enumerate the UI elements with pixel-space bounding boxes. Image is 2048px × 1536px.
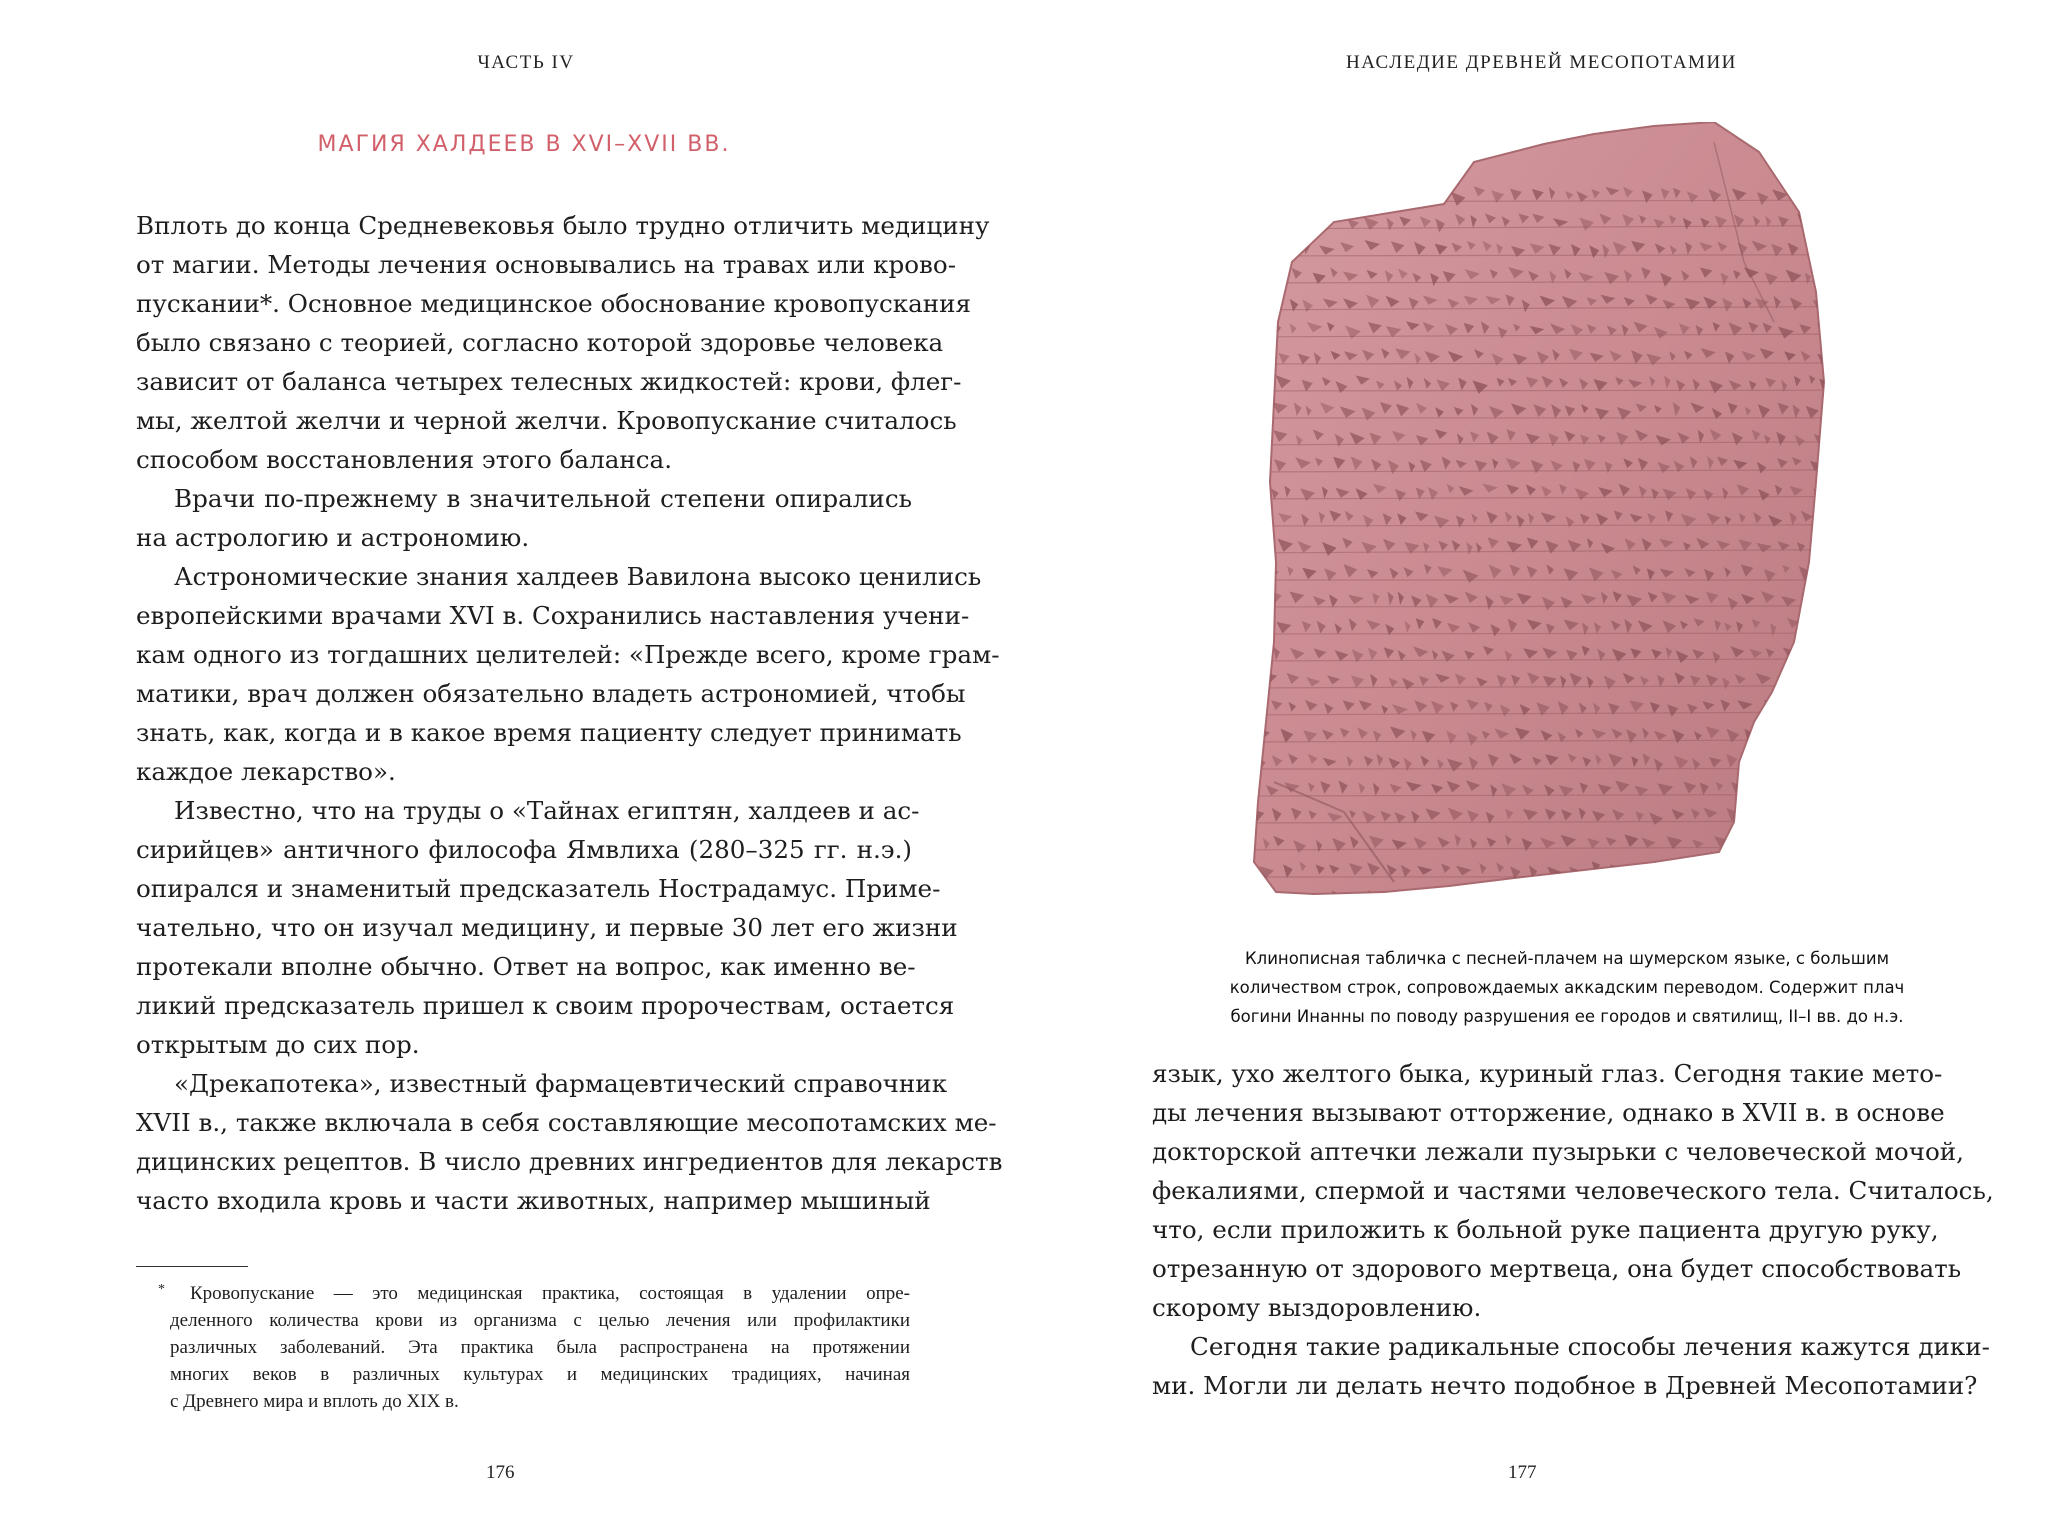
cuneiform-wedge <box>1584 889 1595 898</box>
cuneiform-wedge <box>1862 839 1871 848</box>
cuneiform-wedge <box>1859 242 1866 255</box>
cuneiform-wedge <box>1254 243 1262 253</box>
cuneiform-wedge <box>1853 515 1868 529</box>
cuneiform-wedge <box>1822 838 1836 850</box>
cuneiform-wedge <box>1801 836 1815 847</box>
cuneiform-wedge <box>1834 894 1841 905</box>
page-number-left: 176 <box>486 1462 515 1483</box>
cuneiform-wedge <box>1887 353 1897 365</box>
text-line: кам одного из тогдашних целителей: «Прежде всего, кроме грам- <box>136 640 1000 669</box>
cuneiform-wedge <box>1893 593 1905 606</box>
cuneiform-wedge <box>1883 677 1898 690</box>
figure-caption <box>1134 944 2000 1031</box>
running-head-right: НАСЛЕДИЕ ДРЕВНЕЙ МЕСОПОТАМИИ <box>1346 52 1737 73</box>
cuneiform-wedge <box>1264 348 1275 359</box>
cuneiform-wedge <box>1249 891 1263 904</box>
cuneiform-wedge <box>1826 866 1837 878</box>
caption-line: богини Инанны по поводу разрушения ее городов и святилищ, II–I вв. до н.э. <box>1230 1007 1904 1026</box>
cuneiform-wedge <box>1619 891 1632 902</box>
cuneiform-wedge <box>1887 514 1893 525</box>
text-line: матики, врач должен обязательно владеть астрономией, чтобы <box>136 679 966 708</box>
cuneiform-wedge <box>1782 782 1790 792</box>
text-line: скорому выздоровлению. <box>1152 1293 1482 1322</box>
cuneiform-wedge <box>1835 700 1849 711</box>
footnote-line: с Древнего мира и вплоть до XIX в. <box>170 1391 459 1412</box>
cuneiform-wedge <box>1888 485 1896 500</box>
section-title: МАГИЯ ХАЛДЕЕВ В XVI–XVII ВВ. <box>317 132 731 157</box>
cuneiform-wedge <box>1254 566 1260 578</box>
cuneiform-wedge <box>1812 784 1819 796</box>
cuneiform-wedge <box>1763 728 1777 741</box>
text-line: что, если приложить к больной руке пациента другую руку, <box>1152 1215 1939 1244</box>
cuneiform-wedge <box>1306 186 1314 201</box>
cuneiform-wedge <box>1266 295 1281 305</box>
cuneiform-wedge <box>1403 891 1414 903</box>
cuneiform-wedge <box>1843 863 1850 875</box>
cuneiform-wedge <box>1292 894 1302 905</box>
cuneiform-wedge <box>1872 459 1885 470</box>
cuneiform-wedge <box>1793 703 1803 714</box>
cuneiform-wedge <box>1821 513 1832 524</box>
cuneiform-wedge <box>1839 325 1846 338</box>
cuneiform-wedge <box>1888 890 1903 903</box>
cuneiform-wedge <box>1261 403 1268 415</box>
cuneiform-wedge <box>1757 888 1770 899</box>
cuneiform-wedge <box>1313 894 1324 904</box>
cuneiform-wedge <box>1788 812 1800 824</box>
cuneiform-wedge <box>1825 246 1838 258</box>
cuneiform-wedge <box>1824 624 1838 636</box>
cuneiform-wedge <box>1260 514 1271 528</box>
cuneiform-wedge <box>1816 893 1828 902</box>
cuneiform-wedge <box>1847 402 1855 413</box>
text-line: Астрономические знания халдеев Вавилона высоко ценились <box>174 562 982 591</box>
text-line: сирийцев» античного философа Ямвлиха (280–325 гг. н.э.) <box>136 835 912 864</box>
cuneiform-wedge <box>1419 892 1431 904</box>
cuneiform-wedge <box>1893 459 1900 468</box>
cuneiform-wedge <box>1856 271 1863 282</box>
cuneiform-wedge <box>1255 187 1262 198</box>
cuneiform-wedge <box>1354 191 1362 201</box>
cuneiform-wedge <box>1816 215 1825 228</box>
cuneiform-wedge <box>1814 272 1822 285</box>
cuneiform-wedge <box>1838 510 1845 519</box>
cuneiform-wedge <box>1878 542 1885 554</box>
cuneiform-wedge <box>1829 189 1837 198</box>
cuneiform-wedge <box>1851 297 1866 308</box>
cuneiform-wedge <box>1830 299 1843 309</box>
cuneiform-wedge <box>1753 867 1760 877</box>
text-line: открытым до сих пор. <box>136 1030 420 1059</box>
cuneiform-wedge <box>1881 780 1890 793</box>
cuneiform-wedge <box>1862 540 1869 551</box>
cuneiform-wedge <box>1877 511 1884 521</box>
cuneiform-wedge <box>1245 727 1252 738</box>
cuneiform-wedge <box>1736 835 1745 847</box>
footnote-marker: * <box>158 1282 165 1297</box>
cuneiform-wedge <box>1848 487 1861 498</box>
cuneiform-wedge <box>1372 191 1380 201</box>
cuneiform-wedge <box>1768 862 1779 871</box>
text-line: XVII в., также включала в себя составляющие месопотамских ме- <box>136 1108 997 1137</box>
cuneiform-wedge <box>1854 567 1868 579</box>
text-line: «Дрекапотека», известный фармацевтический справочник <box>174 1069 948 1098</box>
cuneiform-wedge <box>1248 269 1262 281</box>
cuneiform-wedge <box>1604 893 1611 903</box>
cuneiform-wedge <box>1831 218 1841 230</box>
cuneiform-wedge <box>1875 648 1882 660</box>
cuneiform-wedge <box>1672 865 1681 877</box>
text-line: отрезанную от здорового мертвеца, она будет способствовать <box>1152 1254 1962 1283</box>
cuneiform-wedge <box>1249 699 1260 710</box>
cuneiform-wedge <box>1837 811 1847 821</box>
cuneiform-wedge <box>1872 568 1884 579</box>
cuneiform-wedge <box>1244 241 1250 254</box>
text-line: докторской аптечки лежали пузырьки с человеческой мочой, <box>1152 1137 1964 1166</box>
cuneiform-wedge <box>1848 889 1860 902</box>
text-line: знать, как, когда и в какое время пациенту следует принимать <box>136 718 962 747</box>
cuneiform-wedge <box>1769 786 1777 795</box>
cuneiform-wedge <box>1253 298 1261 307</box>
cuneiform-wedge <box>1498 890 1510 900</box>
cuneiform-wedge <box>1843 242 1855 255</box>
cuneiform-wedge <box>1841 538 1854 550</box>
cuneiform-wedge <box>1764 700 1778 710</box>
cuneiform-wedge <box>1718 889 1727 901</box>
cuneiform-wedge <box>1833 431 1840 441</box>
cuneiform-wedge <box>1797 189 1808 203</box>
text-line: Вплоть до конца Средневековья было трудно отличить медицину <box>136 211 990 240</box>
cuneiform-wedge <box>1806 624 1816 634</box>
cuneiform-wedge <box>1287 215 1298 225</box>
cuneiform-wedge <box>1878 808 1888 820</box>
cuneiform-wedge <box>1288 187 1299 198</box>
cuneiform-wedge <box>1854 782 1863 793</box>
cuneiform-wedge <box>1751 785 1764 796</box>
footnote-line: деленного количества крови из организма с целью лечения или профилактики <box>170 1310 910 1331</box>
text-line: ми. Могли ли делать нечто подобное в Древней Месопотамии? <box>1152 1371 1978 1400</box>
cuneiform-wedge <box>1767 835 1782 848</box>
cuneiform-wedge <box>1252 539 1268 551</box>
text-line: европейскими врачами XVI в. Сохранились наставления учени- <box>136 601 970 630</box>
text-line: было связано с теорией, согласно которой здоровье человека <box>136 328 944 357</box>
cuneiform-wedge <box>1284 242 1299 255</box>
cuneiform-wedge <box>1881 407 1893 417</box>
footnote-line: многих веков в различных культурах и медицинских традициях, начиная <box>170 1364 910 1385</box>
cuneiform-wedge <box>1262 321 1268 334</box>
cuneiform-wedge <box>1853 810 1868 819</box>
text-line: чательно, что он изучал медицину, и первые 30 лет его жизни <box>136 913 958 942</box>
footnote <box>158 1280 910 1415</box>
right-page <box>1024 0 2048 1536</box>
cuneiform-wedge <box>1855 378 1866 389</box>
cuneiform-wedge <box>1341 192 1349 202</box>
cuneiform-wedge <box>1835 648 1848 662</box>
cuneiform-wedge <box>1272 188 1284 200</box>
cuneiform-wedge <box>1864 728 1871 737</box>
cuneiform-wedge <box>1781 700 1788 712</box>
cuneiform-wedge <box>1893 730 1903 742</box>
cuneiform-wedge <box>1271 269 1286 281</box>
cuneiform-wedge <box>1857 622 1868 632</box>
text-line: Врачи по-прежнему в значительной степени опирались <box>174 484 912 513</box>
cuneiform-wedge <box>1245 483 1253 492</box>
cuneiform-wedge <box>1870 891 1880 902</box>
running-head-left: ЧАСТЬ IV <box>477 52 575 73</box>
cuneiform-wedge <box>1854 646 1866 657</box>
cuneiform-wedge <box>1841 726 1853 737</box>
cuneiform-wedge <box>1859 191 1868 202</box>
cuneiform-wedge <box>1766 808 1780 820</box>
cuneiform-wedge <box>1805 808 1812 821</box>
cuneiform-wedge <box>1387 190 1401 199</box>
cuneiform-wedge <box>1875 295 1887 306</box>
body-text-left <box>136 206 1003 1220</box>
cuneiform-wedge <box>1834 488 1842 499</box>
caption-line: Клинописная табличка с песней-плачем на шумерском языке, с большим <box>1244 949 1890 968</box>
cuneiform-wedge <box>1866 675 1877 688</box>
cuneiform-wedge <box>1827 402 1839 413</box>
cuneiform-wedge <box>1889 565 1897 577</box>
cuneiform-wedge <box>1839 568 1847 580</box>
cuneiform-wedge <box>1889 429 1903 439</box>
cuneiform-wedge <box>1873 624 1884 635</box>
cuneiform-wedge <box>1249 649 1264 663</box>
cuneiform-wedge <box>1889 377 1902 387</box>
cuneiform-wedge <box>1847 676 1857 688</box>
cuneiform-wedge <box>1819 596 1833 608</box>
cuneiform-wedge <box>1660 862 1668 872</box>
tablet-illustration <box>1214 122 1914 922</box>
cuneiform-wedge <box>1816 569 1829 581</box>
cuneiform-wedge <box>1433 187 1442 198</box>
cuneiform-wedge <box>1805 731 1813 741</box>
cuneiform-wedge <box>1876 241 1889 254</box>
text-line: протекали вполне обычно. Ответ на вопрос, как именно ве- <box>136 952 916 981</box>
cuneiform-wedge <box>1877 377 1887 389</box>
cuneiform-wedge <box>1320 187 1336 198</box>
cuneiform-wedge <box>1248 838 1255 851</box>
cuneiform-wedge <box>1749 811 1757 821</box>
cuneiform-wedge <box>1844 595 1853 605</box>
cuneiform-wedge <box>1785 839 1797 850</box>
cuneiform-wedge <box>1416 189 1426 202</box>
page-number-right: 177 <box>1508 1462 1537 1483</box>
text-line: язык, ухо желтого быка, куриный глаз. Сегодня такие мето- <box>1152 1059 1943 1088</box>
text-line: от магии. Методы лечения основывались на травах или крово- <box>136 250 957 279</box>
cuneiform-wedge <box>1274 213 1284 224</box>
cuneiform-wedge <box>1829 781 1843 793</box>
text-line: Известно, что на труды о «Тайнах египтян, халдеев и ас- <box>174 796 920 825</box>
cuneiform-wedge <box>1831 459 1840 469</box>
cuneiform-wedge <box>1873 189 1882 202</box>
cuneiform-wedge <box>1796 780 1803 792</box>
cuneiform-wedge <box>1880 863 1890 874</box>
cuneiform-wedge <box>1812 704 1826 714</box>
cuneiform-wedge <box>1878 701 1892 714</box>
cuneiform-wedge <box>1477 894 1493 904</box>
cuneiform-wedge <box>1862 214 1873 226</box>
text-line: способом восстановления этого баланса. <box>136 445 673 474</box>
cuneiform-wedge <box>1859 407 1872 418</box>
cuneiform-wedge <box>1250 326 1258 337</box>
cuneiform-wedge <box>1249 377 1256 387</box>
cuneiform-wedge <box>1863 350 1878 362</box>
cuneiform-wedge <box>1869 781 1875 792</box>
cuneiform-wedge <box>1814 192 1825 203</box>
cuneiform-wedge <box>1518 892 1527 901</box>
text-line: на астрологию и астрономию. <box>136 523 530 552</box>
cuneiform-wedge <box>1827 674 1837 685</box>
cuneiform-wedge <box>1437 891 1446 901</box>
cuneiform-wedge <box>1860 592 1868 605</box>
cuneiform-wedge <box>1810 863 1820 874</box>
cuneiform-wedge <box>1888 322 1896 332</box>
cuneiform-wedge <box>1259 621 1272 636</box>
cuneiform-wedge <box>1688 864 1695 875</box>
cuneiform-wedge <box>1833 377 1848 388</box>
cuneiform-wedge <box>1822 645 1830 654</box>
cuneiform-wedge <box>1673 893 1687 907</box>
cuneiform-wedge <box>1826 542 1836 555</box>
cuneiform-wedge <box>1846 620 1852 632</box>
cuneiform-wedge <box>1817 809 1829 821</box>
cuneiform-wedge <box>1383 891 1397 905</box>
cuneiform-wedge <box>1792 888 1806 900</box>
text-line: фекалиями, спермой и частями человеческого тела. Считалось, <box>1152 1176 1994 1205</box>
body-text-right <box>1152 1054 1994 1405</box>
cuneiform-wedge <box>1889 622 1898 631</box>
cuneiform-wedge <box>1872 594 1886 605</box>
cuneiform-wedge <box>1269 243 1276 253</box>
cuneiform-wedge <box>1892 648 1904 659</box>
text-line: дицинских рецептов. В число древних ингредиентов для лекарств <box>136 1147 1003 1176</box>
cuneiform-wedge <box>1875 836 1887 846</box>
cuneiform-wedge <box>1887 188 1898 199</box>
cuneiform-wedge <box>1531 889 1540 900</box>
cuneiform-wedge <box>1872 487 1884 501</box>
cuneiform-wedge <box>1848 434 1859 446</box>
cuneiform-wedge <box>1864 433 1879 446</box>
cuneiform-wedge <box>1260 379 1268 392</box>
cuneiform-wedge <box>1797 754 1804 764</box>
cuneiform-wedge <box>1254 432 1263 445</box>
cuneiform-tablet-image <box>1214 122 1914 922</box>
cuneiform-wedge <box>1821 728 1834 739</box>
cuneiform-wedge <box>1658 891 1667 902</box>
tablet-ruling-line <box>1234 903 1894 904</box>
cuneiform-wedge <box>1802 648 1815 660</box>
cuneiform-wedge <box>1795 672 1806 685</box>
text-line: ликий предсказатель пришел к своим пророчествам, остается <box>136 991 955 1020</box>
cuneiform-wedge <box>1812 677 1821 687</box>
cuneiform-wedge <box>1259 216 1270 227</box>
cuneiform-wedge <box>1867 756 1876 768</box>
cuneiform-wedge <box>1697 889 1710 901</box>
cuneiform-wedge <box>1733 864 1747 875</box>
cuneiform-wedge <box>1851 460 1866 471</box>
cuneiform-wedge <box>1842 758 1857 769</box>
cuneiform-wedge <box>1844 188 1850 199</box>
caption-line: количеством строк, сопровождаемых аккадским переводом. Содержит плач <box>1229 978 1905 997</box>
cuneiform-wedge <box>1789 864 1800 873</box>
text-line: зависит от баланса четырех телесных жидкостей: крови, флег- <box>136 367 962 396</box>
cuneiform-wedge <box>1857 864 1870 875</box>
cuneiform-wedge <box>1566 889 1578 898</box>
cuneiform-wedge <box>1811 759 1818 771</box>
cuneiform-wedge <box>1878 219 1886 231</box>
footnote-rule <box>136 1266 248 1267</box>
cuneiform-wedge <box>1886 267 1896 280</box>
text-line: каждое лекарство». <box>136 757 396 786</box>
cuneiform-wedge <box>1749 838 1757 847</box>
text-line: Сегодня такие радикальные способы лечения кажутся дики- <box>1190 1332 1990 1361</box>
cuneiform-wedge <box>1824 755 1836 769</box>
cuneiform-wedge <box>1816 542 1823 553</box>
text-line: часто входила кровь и части животных, например мышиный <box>136 1186 931 1215</box>
cuneiform-wedge <box>1859 704 1872 712</box>
cuneiform-wedge <box>1784 728 1797 741</box>
cuneiform-wedge <box>1640 889 1653 902</box>
text-line: мы, желтой желчи и черной желчи. Кровопускание считалось <box>136 406 957 435</box>
cuneiform-wedge <box>1849 217 1858 227</box>
cuneiform-wedge <box>1249 782 1255 792</box>
cuneiform-wedge <box>1732 894 1746 906</box>
footnote-line: различных заболеваний. Эта практика была распространена на протяжении <box>170 1337 910 1358</box>
text-line: пускании*. Основное медицинское обоснование кровопускания <box>136 289 972 318</box>
cuneiform-wedge <box>1893 214 1907 222</box>
cuneiform-wedge <box>1702 864 1715 876</box>
cuneiform-wedge <box>1543 889 1558 900</box>
cuneiform-wedge <box>1760 755 1775 764</box>
cuneiform-wedge <box>1257 593 1265 604</box>
cuneiform-wedge <box>1832 269 1845 282</box>
cuneiform-wedge <box>1306 217 1314 231</box>
cuneiform-wedge <box>1244 864 1253 873</box>
cuneiform-wedge <box>1773 892 1782 903</box>
cuneiform-wedge <box>1875 728 1887 740</box>
footnote-line: Кровопускание — это медицинская практика, состоящая в удалении опре- <box>190 1283 910 1304</box>
cuneiform-wedge <box>1843 837 1857 846</box>
cuneiform-wedge <box>1870 322 1882 332</box>
cuneiform-wedge <box>1718 864 1729 873</box>
cuneiform-wedge <box>1453 889 1468 898</box>
cuneiform-wedge <box>1344 893 1360 906</box>
cuneiform-wedge <box>1643 863 1651 874</box>
cuneiform-wedge <box>1257 488 1263 500</box>
cuneiform-wedge <box>1850 326 1863 338</box>
text-line: ды лечения вызывают отторжение, однако в XVII в. в основе <box>1152 1098 1945 1127</box>
text-line: опирался и знаменитый предсказатель Нострадамус. Приме- <box>136 874 941 903</box>
cuneiform-wedge <box>1748 756 1756 768</box>
cuneiform-wedge <box>1404 188 1410 201</box>
cuneiform-wedge <box>1254 462 1269 474</box>
cuneiform-wedge <box>1628 866 1635 876</box>
cuneiform-wedge <box>1781 758 1788 771</box>
cuneiform-wedge <box>1840 351 1853 365</box>
cuneiform-wedge <box>1871 270 1882 283</box>
cuneiform-wedge <box>1881 758 1888 770</box>
